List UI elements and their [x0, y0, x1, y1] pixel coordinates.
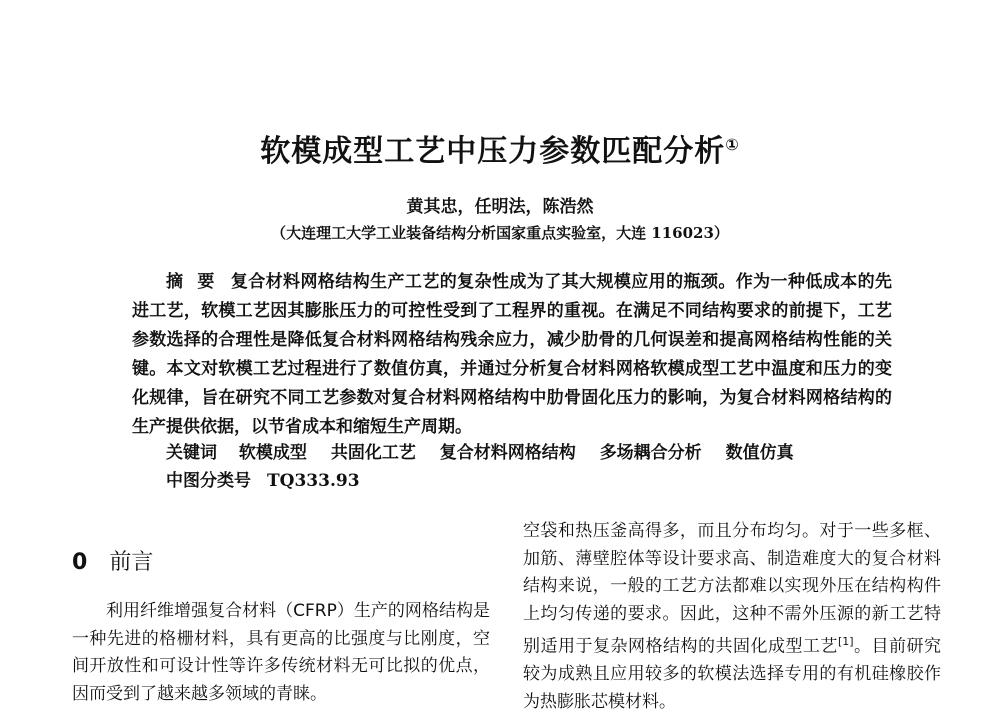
- body-left-column: [72, 598, 490, 708]
- citation-ref: [1]: [837, 635, 854, 648]
- title-text: 软模成型工艺中压力参数匹配分析: [260, 134, 726, 169]
- paragraph: 利用纤维增强复合材料（CFRP）生产的网格结构是一种先进的格栅材料，具有更高的比强度与比刚度，空间开放性和可设计性等许多传统材料无可比拟的优点，因而受到了越来越多领域的青睐。: [72, 601, 490, 704]
- keywords-label: 关键词: [166, 443, 217, 463]
- keyword-item: 多场耦合分析: [599, 443, 702, 463]
- abstract-label: 摘要: [166, 272, 229, 292]
- clc-value: TQ333.93: [267, 471, 360, 491]
- authors: 黄其忠，任明法，陈浩然: [406, 197, 594, 217]
- section-number: 0: [72, 550, 88, 575]
- paragraph: [523, 518, 941, 716]
- section-title: 前言: [109, 550, 154, 575]
- keyword-item: 共固化工艺: [330, 443, 416, 463]
- keywords: [166, 438, 812, 463]
- keyword-item: 软模成型: [238, 443, 307, 463]
- keyword-item: 复合材料网格结构: [439, 443, 576, 463]
- paper-title: [0, 126, 1000, 170]
- keyword-item: 数值仿真: [725, 443, 794, 463]
- abstract: [132, 268, 892, 442]
- affiliation: （大连理工大学工业装备结构分析国家重点实验室，大连 116023）: [271, 224, 729, 242]
- paragraph-text: 空袋和热压釜高得多，而且分布均匀。对于一些多框、加筋、薄壁腔体等设计要求高、制造难度大的复合材料结构来说，一般的工艺方法都难以实现外压在结构构件上均匀传递的要求。因此，这种不需外压源的新工艺特别适用于复杂网格结构的共固化成型工艺: [523, 521, 941, 657]
- title-footnote-mark: ①: [725, 135, 740, 154]
- classification-number: [166, 466, 360, 491]
- body-right-column: [523, 518, 941, 716]
- abstract-text: 复合材料网格结构生产工艺的复杂性成为了其大规模应用的瓶颈。作为一种低成本的先进工艺，软模工艺因其膨胀压力的可控性受到了工程界的重视。在满足不同结构要求的前提下，工艺参数选择的合理性是降低复合材料网格结构残余应力，减少肋骨的几何误差和提高网格结构性能的关键。本文对软模工艺过程进行了数值仿真，并通过分析复合材料网格软模成型工艺中温度和压力的变化规律，旨在研究不同工艺参数对复合材料网格结构中肋骨固化压力的影响，为复合材料网格结构的生产提供依据，以节省成本和缩短生产周期。: [132, 272, 893, 437]
- section-heading: [72, 545, 153, 576]
- paragraph-text: 。目前研究较为成熟且应用较多的软模法选择专用的有机硅橡胶作为热膨胀芯模材料。: [523, 636, 942, 712]
- clc-label: 中图分类号: [166, 471, 251, 491]
